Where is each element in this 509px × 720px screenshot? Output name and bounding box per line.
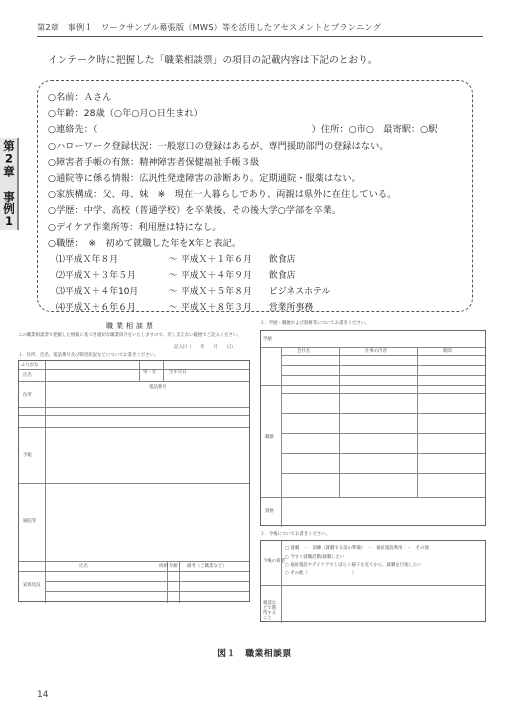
profile-hellowork: ○ハローワーク登録状況：一般窓口の登録はあるが、専門援助部門の登録はない。: [48, 140, 389, 152]
consultation-form: [12, 320, 490, 640]
profile-hospital: ○通院等に係る情報：広汎性発達障害の診断あり。定期通院・服薬はない。: [48, 173, 361, 185]
chapter-side-tab: 第2章 事例1: [0, 138, 19, 230]
form-phone-label: 電話番号: [149, 385, 167, 390]
profile-name: ○名前：Ａさん: [48, 92, 112, 103]
job-start: 平成Ｘ＋４年10月: [64, 287, 139, 298]
form-job-col: 期間: [443, 349, 452, 354]
job-no: ⑵: [56, 271, 65, 282]
form-date: 記入日（ 年 月 日）: [174, 345, 236, 350]
form-opt: ○ その他（ ）: [285, 571, 357, 576]
job-row: [48, 268, 464, 284]
form-fam-col: 続柄: [159, 564, 168, 569]
job-end: 平成Ｘ＋１年６月: [180, 255, 252, 266]
form-name-label: 氏名: [23, 373, 32, 378]
profile-career-label: ○職歴： ※ 初めて就職した年をX年と表記。: [48, 237, 242, 249]
page-number: 14: [37, 690, 49, 700]
profile-family: ○家族構成：父、母、妹 ※ 現在一人暮らしであり、両親は県外に在住している。: [48, 189, 397, 201]
job-place: 飲食店: [268, 271, 296, 282]
profile-contact: [48, 122, 464, 138]
job-sep: 〜: [168, 271, 178, 282]
job-row: [48, 252, 464, 268]
job-end: 平成Ｘ＋８年３月: [180, 303, 252, 314]
form-request-label: 相談などで期待すること: [263, 601, 277, 621]
form-fam-col: 氏名: [79, 564, 88, 569]
form-lead: この職業相談票で把握した情報に基づき適切な職業紹介をいたしますので、差し支えない範囲でご記入ください。: [18, 333, 242, 338]
form-furigana: ふりがな: [21, 363, 39, 368]
form-q3: ３．今後についてお書きください。: [260, 532, 331, 537]
job-start: 平成Ｘ年８月: [64, 255, 119, 266]
form-career-label: 職歴: [265, 435, 274, 440]
form-sex-label: 男・女: [143, 370, 157, 375]
form-title: 職業相談票: [106, 322, 156, 330]
job-sep: 〜: [168, 303, 178, 314]
job-sep: 〜: [168, 287, 178, 298]
profile-contact-right: ）住所：○市○ 最寄駅：○駅: [311, 124, 438, 136]
header-rule: [37, 36, 483, 37]
form-job-col: 仕事の内容: [365, 349, 387, 354]
form-future-table: [260, 540, 486, 622]
form-q2: ２．学歴・職歴および資格等についてお書きください。: [260, 321, 370, 326]
figure-caption: 図１ 職業相談票: [217, 649, 292, 659]
profile-daycare: ○デイケア作業所等：利用歴は特になし。: [48, 221, 222, 233]
form-handbook-label: 手帳: [23, 453, 32, 458]
form-career-table: [260, 330, 486, 526]
job-end: 平成Ｘ＋５年８月: [180, 287, 252, 298]
form-school-label: 学歴: [263, 337, 272, 342]
profile-contact-left: ○連絡先：（: [48, 124, 98, 136]
form-q1: １．住所、氏名、電話番号及び障害状況などについてお書きください。: [18, 353, 159, 358]
job-row: [48, 300, 464, 316]
job-place: ビジネスホテル: [268, 287, 331, 298]
profile-box: [37, 80, 473, 312]
form-opt: ○ 福祉施設やデイケアでしばらく様子を見てから、就職を目指したい: [285, 563, 422, 568]
profile-handbook: ○障害者手帳の有無：精神障害者保健福祉手帳３級: [48, 156, 260, 168]
form-family-label: 家族状況: [23, 583, 41, 588]
form-address-label: 住所: [23, 393, 32, 398]
form-medical-label: 通院等: [23, 519, 37, 524]
form-opt: □ 就職 ・ 訓練（就職する前の準備） ・ 福祉施設利用 ・ その他: [285, 546, 429, 551]
job-end: 平成Ｘ＋４年９月: [180, 271, 252, 282]
form-opt: ○ 今すぐ就職活動/就職したい: [285, 555, 345, 560]
form-future-label: 今後の希望: [263, 559, 285, 564]
job-no: ⑴: [56, 255, 65, 266]
job-no: ⑷: [56, 303, 65, 314]
form-fam-col: 年齢: [169, 564, 178, 569]
job-no: ⑶: [56, 287, 65, 298]
form-fam-col: 備考（ご職業など）: [187, 564, 227, 569]
chapter-header-text: 第2章 事例１ ワークサンプル幕張版（MWS）等を活用したアセスメントとプランニング: [37, 22, 382, 32]
job-place: 飲食店: [268, 255, 296, 266]
form-birth-label: 生年月日: [169, 370, 187, 375]
profile-age: ○年齢：28歳（○年○月○日生まれ）: [48, 108, 203, 120]
form-license-label: 資格: [265, 509, 274, 514]
form-job-col: 会社名: [297, 349, 311, 354]
chapter-header: [37, 22, 483, 36]
job-sep: 〜: [168, 255, 178, 266]
job-place: 営業所事務: [268, 303, 314, 314]
intro-text: インテーク時に把握した「職業相談票」の項目の記載内容は下記のとおり。: [48, 55, 378, 66]
job-start: 平成Ｘ＋３年５月: [64, 271, 136, 282]
form-personal-table: [18, 360, 250, 602]
profile-list: [48, 90, 464, 316]
job-start: 平成Ｘ＋６年６月: [64, 303, 136, 314]
job-row: [48, 284, 464, 300]
profile-education: ○学歴：中学、高校（普通学校）を卒業後、その後大学○学部を卒業。: [48, 205, 342, 217]
